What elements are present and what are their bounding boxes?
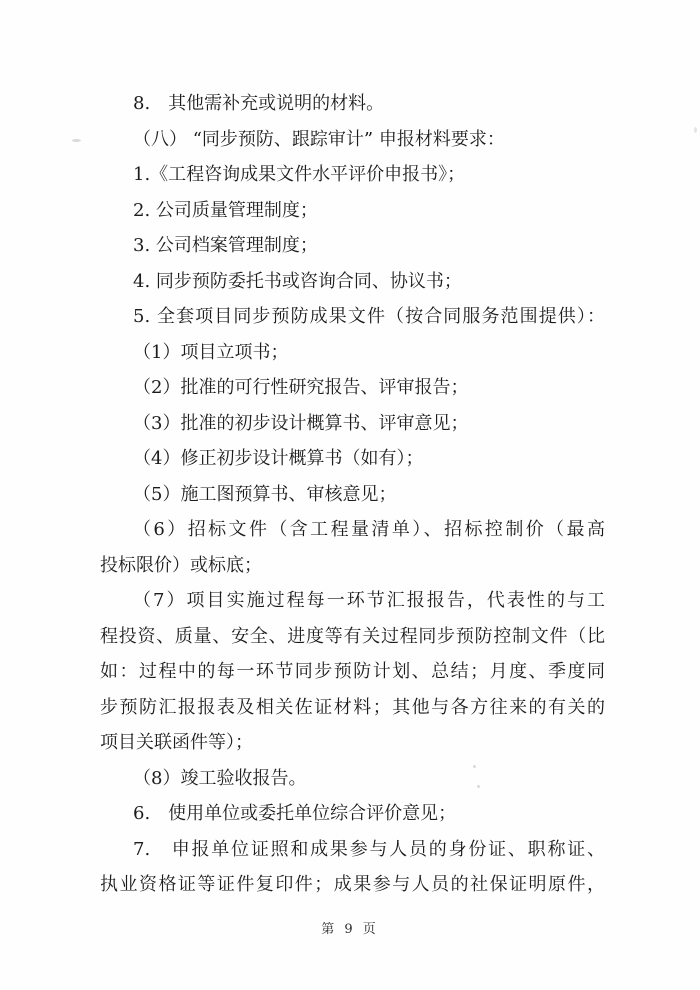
text-line: 2. 公司质量管理制度； — [133, 199, 318, 221]
text-line: 4. 同步预防委托书或咨询合同、协议书； — [133, 270, 462, 292]
text-line: （5）施工图预算书、审核意见； — [133, 483, 397, 505]
text-line: （八） “同步预防、跟踪审计” 申报材料要求： — [133, 128, 505, 150]
text-line: （8）竣工验收报告。 — [133, 767, 307, 789]
text-line: 项目关联函件等）； — [100, 732, 253, 753]
text-line: （4）修正初步设计概算书（如有）； — [133, 448, 424, 469]
scan-artifact — [477, 785, 480, 788]
text-line: 5. 全套项目同步预防成果文件（按合同服务范围提供）： — [133, 306, 605, 327]
text-line: 3. 公司档案管理制度； — [133, 235, 318, 256]
scan-artifact — [72, 139, 81, 142]
text-line: （1）项目立项书； — [133, 341, 289, 363]
text-line: （3）批准的初步设计概算书、评审意见； — [133, 412, 469, 434]
text-line: 如：过程中的每一环节同步预防计划、总结；月度、季度同 — [100, 661, 605, 682]
text-line: 6. 使用单位或委托单位综合评价意见； — [133, 803, 457, 824]
text-line: 7. 申报单位证照和成果参与人员的身份证、职称证、 — [133, 838, 605, 860]
document-body — [100, 86, 605, 903]
text-line: 步预防汇报报表及相关佐证材料；其他与各方往来的有关的 — [100, 696, 605, 718]
text-line: 执业资格证等证件复印件；成果参与人员的社保证明原件， — [100, 874, 605, 895]
scan-artifact — [473, 765, 476, 768]
text-line: 8. 其他需补充或说明的材料。 — [133, 93, 385, 114]
text-line: （7）项目实施过程每一环节汇报报告，代表性的与工 — [133, 590, 605, 611]
text-line: （6）招标文件（含工程量清单）、招标控制价（最高 — [133, 519, 605, 540]
text-line: （2）批准的可行性研究报告、评审报告； — [133, 377, 469, 398]
text-line: 投标限价）或标底； — [100, 554, 262, 576]
scan-artifact — [694, 127, 697, 133]
text-line: 1.《工程咨询成果文件水平评价申报书》； — [133, 164, 466, 185]
page-number: 第 9 页 — [321, 922, 379, 937]
text-line: 程投资、质量、安全、进度等有关过程同步预防控制文件（比 — [100, 625, 605, 647]
